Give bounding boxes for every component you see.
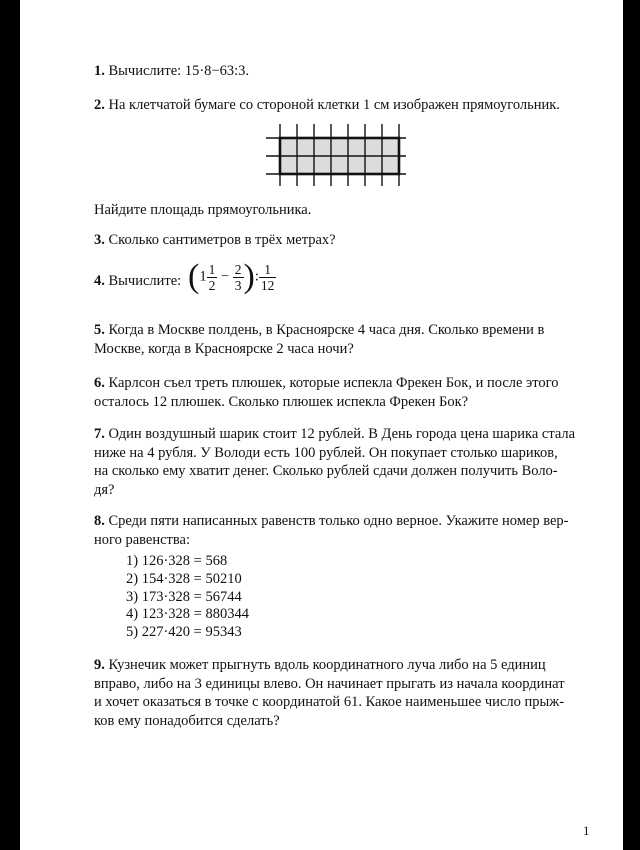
question-5 bbox=[94, 321, 594, 358]
question-number: 3. bbox=[94, 232, 105, 248]
question-line: Москве, когда в Красноярске 2 часа ночи? bbox=[94, 340, 354, 357]
question-line: осталось 12 плюшек. Сколько плюшек испекла Фрекен Бок? bbox=[94, 393, 469, 410]
question-line: ного равенства: bbox=[94, 531, 191, 548]
numerator: 2 bbox=[234, 261, 242, 277]
numerator: 1 bbox=[259, 262, 277, 278]
question-1 bbox=[94, 62, 594, 81]
question-line: вправо, либо на 3 единицы влево. Он начинает прыгать из начала координат bbox=[94, 675, 565, 692]
worksheet-page bbox=[20, 0, 623, 850]
question-8 bbox=[94, 512, 594, 549]
question-line: и хочет оказаться в точке с координатой 61. Какое наименьшее число прыж- bbox=[94, 694, 565, 710]
question-line: Среди пяти написанных равенств только одно верное. Укажите номер вер- bbox=[108, 513, 569, 529]
question-2-prompt bbox=[94, 201, 594, 220]
denominator: 3 bbox=[234, 277, 242, 293]
question-line: Когда в Москве полдень, в Красноярске 4 часа дня. Сколько времени в bbox=[108, 322, 545, 338]
denominator: 2 bbox=[208, 277, 216, 293]
question-number: 5. bbox=[94, 322, 105, 338]
page-number: 1 bbox=[583, 823, 590, 838]
question-line: Один воздушный шарик стоит 12 рублей. В День города цена шарика стала bbox=[108, 426, 576, 442]
question-number: 9. bbox=[94, 657, 105, 673]
question-3 bbox=[94, 231, 594, 250]
question-text: Вычислите: bbox=[108, 273, 182, 289]
grid-svg bbox=[266, 124, 406, 186]
minus-sign: − bbox=[220, 268, 230, 285]
question-number: 6. bbox=[94, 375, 105, 391]
question-line: Кузнечик может прыгнуть вдоль координатного луча либо на 5 единиц bbox=[108, 657, 546, 673]
question-number: 1. bbox=[94, 63, 105, 79]
answer-option: 1) 126·328 = 568 bbox=[126, 553, 228, 569]
answer-option: 4) 123·328 = 880344 bbox=[126, 606, 249, 623]
answer-option: 2) 154·328 = 50210 bbox=[126, 570, 242, 587]
fraction-1-2 bbox=[207, 262, 218, 293]
division-sign: : bbox=[254, 268, 259, 285]
question-2 bbox=[94, 96, 594, 115]
question-line: ков ему понадобится сделать? bbox=[94, 712, 280, 729]
fraction-expression bbox=[188, 260, 276, 294]
question-text: Вычислите: 15·8−63:3. bbox=[108, 63, 249, 79]
question-number: 8. bbox=[94, 513, 105, 529]
question-4 bbox=[94, 272, 594, 291]
answer-option: 3) 173·328 = 56744 bbox=[126, 588, 242, 605]
right-paren: ) bbox=[243, 258, 255, 295]
question-9 bbox=[94, 656, 594, 730]
fraction-1-12 bbox=[259, 262, 277, 293]
question-line: Карлсон съел треть плюшек, которые испекла Фрекен Бок, и после этого bbox=[108, 375, 559, 391]
rectangle-grid-figure bbox=[266, 124, 406, 191]
question-6 bbox=[94, 374, 594, 411]
question-7 bbox=[94, 425, 594, 499]
question-number: 2. bbox=[94, 97, 105, 113]
question-text: Найдите площадь прямоугольника. bbox=[94, 202, 312, 218]
question-text: На клетчатой бумаге со стороной клетки 1 см изображен прямоугольник. bbox=[108, 97, 560, 113]
question-number: 7. bbox=[94, 426, 105, 442]
fraction-2-3 bbox=[233, 262, 244, 293]
mixed-whole: 1 bbox=[199, 268, 207, 285]
numerator: 1 bbox=[208, 261, 216, 277]
question-number: 4. bbox=[94, 273, 105, 289]
question-text: Сколько сантиметров в трёх метрах? bbox=[108, 232, 336, 248]
question-line: ниже на 4 рубля. У Володи есть 100 рублей. Он покупает столько шариков, bbox=[94, 444, 558, 461]
left-paren: ( bbox=[188, 258, 200, 295]
question-line: дя? bbox=[94, 481, 115, 498]
answer-options-list bbox=[126, 553, 249, 642]
question-line: на сколько ему хватит денег. Сколько рублей сдачи должен получить Воло- bbox=[94, 463, 558, 479]
denominator: 12 bbox=[260, 277, 275, 293]
answer-option: 5) 227·420 = 95343 bbox=[126, 624, 242, 641]
